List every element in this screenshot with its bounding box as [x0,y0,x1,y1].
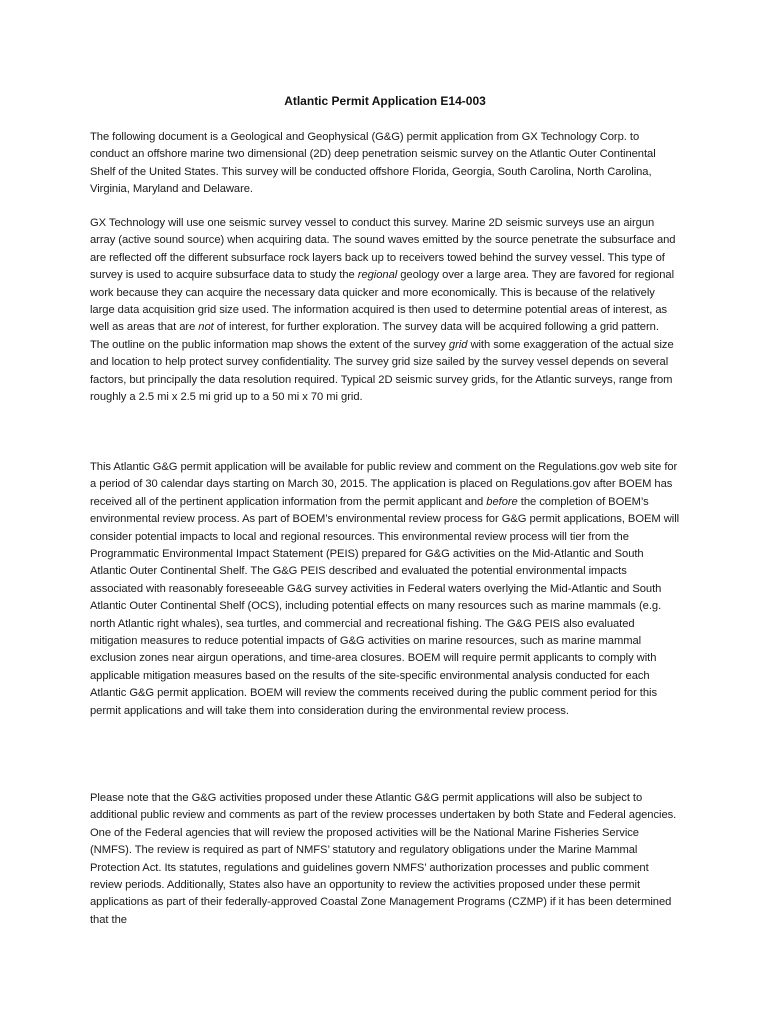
document-title: Atlantic Permit Application E14-003 [284,94,486,108]
italic-text: grid [448,338,468,351]
paragraph-text: geology over a large area. They are favored for regional work because they can acquire the necessary data quicker and more economically. This is because of the relatively large data acquisition grid size used. The information acquired is then used to determine potential areas of interest, as well as areas that are [90,269,675,334]
paragraph-text: of interest, for further exploration. The survey data will be acquired following a grid pattern. The outline on the public information map shows the extent of the survey [90,321,659,351]
paragraph-text: the completion of BOEM’s environmental review process. As part of BOEM’s environmental review process for G&G permit applications, BOEM will consider potential impacts to local and regional resources. This environmental review process will tier from the Programmatic Environmental Impact Statement (PEIS) prepared for G&G activities on the Mid-Atlantic and South Atlantic Outer Continental Shelf. The G&G PEIS described and evaluated the potential environmental impacts associated with reasonably foreseeable G&G survey activities in Federal waters overlying the Mid-Atlantic and South Atlantic Outer Continental Shelf (OCS), including potential effects on many resources such as marine mammals (e.g. north Atlantic right whales), sea turtles, and commercial and recreational fishing. The G&G PEIS also evaluated mitigation measures to reduce potential impacts of G&G activities on marine resources, such as marine mammal exclusion zones near airgun operations, and time-area closures. BOEM will require permit applicants to comply with applicable mitigation measures based on the results of the site-specific environmental analysis conducted for each Atlantic G&G permit application. BOEM will review the comments received during the public comment period for this permit applications and will take them into consideration during the environmental review process. [90,495,680,717]
paragraph-text: with some exaggeration of the actual size and location to help protect survey confidentiality. The survey grid size sailed by the survey vessel depends on several factors, but principally the data resolution required. Typical 2D seismic survey grids, for the Atlantic surveys, range from roughly a 2.5 mi x 2.5 mi grid up to a 50 mi x 70 mi grid. [90,338,674,404]
paragraph-survey-method [90,215,680,406]
paragraph-additional-review: Please note that the G&G activities proposed under these Atlantic G&G permit applications will also be subject to additional public review and comments as part of the review processes undertaken by both State and Federal agencies. One of the Federal agencies that will review the proposed activities will be the National Marine Fisheries Service (NMFS). The review is required as part of NMFS’ statutory and regulatory obligations under the Marine Mammal Protection Act. Its statutes, regulations and guidelines govern NMFS’ authorization processes and public comment review periods. Additionally, States also have an opportunity to review the activities proposed under these permit applications as part of their federally-approved Coastal Zone Management Programs (CZMP) if it has been determined that the [90,792,677,926]
italic-text: before [486,495,518,508]
italic-text: regional [357,269,398,282]
paragraph-intro: The following document is a Geological and Geophysical (G&G) permit application from GX Technology Corp. to conduct an offshore marine two dimensional (2D) deep penetration seismic survey on the Atlantic Outer Continental Shelf of the United States. This survey will be conducted offshore Florida, Georgia, South Carolina, North Carolina, Virginia, Maryland and Delaware. [90,131,656,196]
paragraph-text: This Atlantic G&G permit application will be available for public review and comment on the Regulations.gov web site for a period of 30 calendar days starting on March 30, 2015. The application is placed on Regulations.gov after BOEM has received all of the pertinent application information from the permit applicant and [90,461,678,508]
italic-text: not [198,321,214,334]
paragraph-public-review [90,459,680,720]
paragraph-text: GX Technology will use one seismic survey vessel to conduct this survey. Marine 2D seismic surveys use an airgun array (active sound source) when acquiring data. The sound waves emitted by the source penetrate the subsurface and are reflected off the different subsurface rock layers back up to receivers towed behind the survey vessel. This type of survey is used to acquire subsurface data to study the [90,217,676,282]
